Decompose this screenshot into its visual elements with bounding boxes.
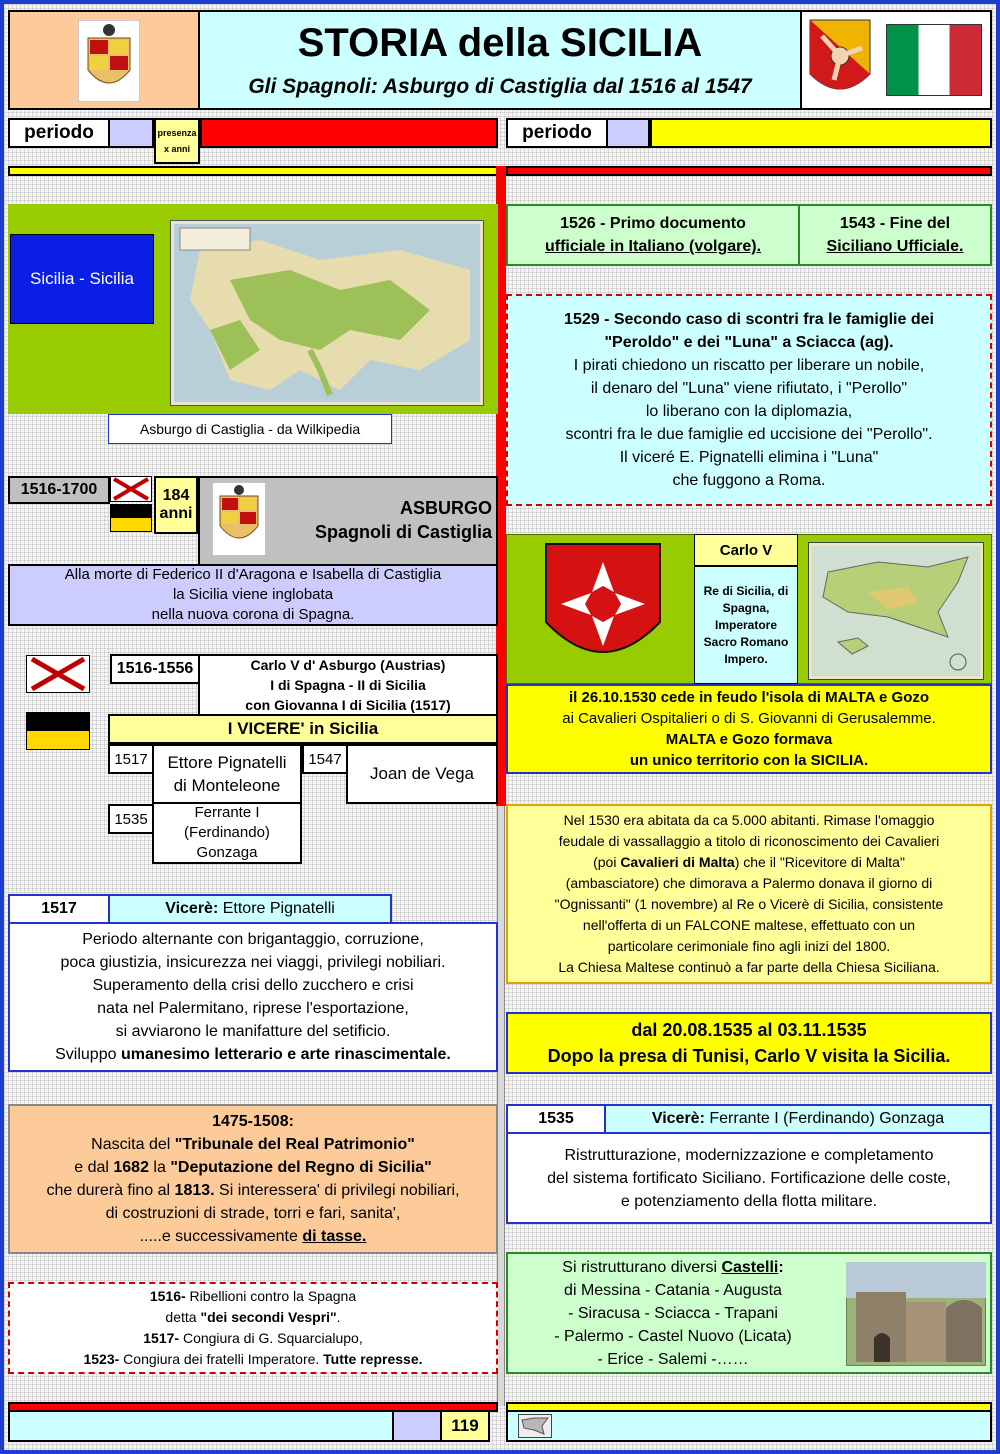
center-divider-lower xyxy=(497,806,505,1406)
castelli-line2: di Messina - Catania - Augusta xyxy=(564,1281,782,1299)
dynasty-years-number: 184 xyxy=(162,487,190,504)
gonzaga-year: 1535 xyxy=(506,1104,606,1134)
tribunale-line4: che durerà fino al 1813. Si interessera' di privilegi nobiliari, xyxy=(46,1182,460,1199)
ruler-box xyxy=(198,654,498,716)
carlo-titles xyxy=(694,566,798,684)
gonzaga-line2: del sistema fortificato Siciliano. Fortificazione delle coste, xyxy=(547,1169,951,1187)
dynasty-desc-line1: Alla morte di Federico II d'Aragona e Isabella di Castiglia xyxy=(64,566,442,583)
carlo-title-line5: Impero. xyxy=(724,651,768,666)
gonzaga-header xyxy=(604,1104,992,1134)
scontri-line4: scontri fra le due famiglie ed uccisione dei "Perollo". xyxy=(565,426,933,443)
tribunale-line3: e dal 1682 la "Deputazione del Regno di Sicilia" xyxy=(74,1159,432,1176)
sicilia-label-box: Sicilia - Sicilia xyxy=(10,234,154,324)
ruler-line3: con Giovanna I di Sicilia (1517) xyxy=(245,697,451,713)
scontri-line2: il denaro del "Luna" viene rifiutato, i "Perollo" xyxy=(590,380,908,397)
ribellioni-line1: 1516- Ribellioni contro la Spagna xyxy=(149,1288,357,1304)
yellow-period-bar xyxy=(650,118,992,148)
gonzaga-line3: e potenziamento della flotta militare. xyxy=(620,1192,878,1210)
malta-line3: MALTA e Gozo formava xyxy=(665,731,833,748)
carlo-name: Carlo V xyxy=(694,534,798,566)
dynasty-name-line1: ASBURGO xyxy=(399,498,492,518)
periodo-right-label: periodo xyxy=(506,118,608,148)
pignatelli-line4: nata nel Palermitano, riprese l'esportazione, xyxy=(97,1000,409,1017)
tribunale-line6: .....e successivamente di tasse. xyxy=(139,1228,367,1245)
malta-info-line5: "Ognissanti" (1 novembre) al Re o Vicerè di Sicilia, consistente xyxy=(554,896,944,912)
viceroy-2-name: Joan de Vega xyxy=(346,744,498,804)
malta-info-line8: La Chiesa Maltese continuò a far parte della Chiesa Siciliana. xyxy=(558,959,940,975)
viceroy-1-name-line1: Ettore Pignatelli xyxy=(167,753,287,772)
doc-1526-box xyxy=(506,204,800,266)
castelli-line4: - Palermo - Castel Nuovo (Licata) xyxy=(554,1327,792,1345)
viceroy-1-name-line2: di Monteleone xyxy=(173,776,281,795)
scontri-line6: che fuggono a Roma. xyxy=(672,472,826,489)
viceroy-1-year: 1517 xyxy=(108,744,154,774)
pignatelli-line6: Sviluppo umanesimo letterario e arte rinascimentale. xyxy=(55,1046,451,1063)
ribellioni-line4: 1523- Congiura dei fratelli Imperatore. Tutte represse. xyxy=(83,1351,423,1367)
red-period-bar xyxy=(200,118,498,148)
viceroys-title: I VICERE' in Sicilia xyxy=(108,714,498,744)
sicily-trinacria-flag-icon xyxy=(808,18,872,102)
scontri-line3: lo liberano con la diplomazia, xyxy=(645,403,853,420)
pignatelli-name: Ettore Pignatelli xyxy=(222,900,335,917)
coat-of-arms-icon xyxy=(78,20,140,102)
presenza-line1: presenza xyxy=(157,128,197,138)
viceroy-2-year: 1547 xyxy=(302,744,348,774)
carlo-title-line2: Spagna, xyxy=(722,600,770,615)
dynasty-period: 1516-1700 xyxy=(8,476,110,504)
burgundy-cross-flag-large-icon xyxy=(26,655,90,693)
sicily-malta-map-image xyxy=(808,542,984,680)
malta-info-line1: Nel 1530 era abitata da ca 5.000 abitanti. Rimase l'omaggio xyxy=(563,812,935,828)
black-yellow-flag-icon xyxy=(110,504,152,532)
carlo-title-line4: Sacro Romano xyxy=(703,634,789,649)
periodo-left-fill xyxy=(110,118,154,148)
scontri-box xyxy=(506,294,992,506)
page-subtitle: Gli Spagnoli: Asburgo di Castiglia dal 1516 al 1547 xyxy=(248,75,752,98)
footer-left-end xyxy=(392,1410,442,1442)
visit-box xyxy=(506,1012,992,1074)
castelli-line1: Si ristrutturano diversi Castelli: xyxy=(562,1258,784,1276)
tribunale-line2: Nascita del "Tribunale del Real Patrimonio" xyxy=(91,1136,415,1153)
viceroy-3-name-line2: (Ferdinando) xyxy=(184,824,270,841)
burgundy-cross-flag-icon xyxy=(110,476,152,502)
gonzaga-text xyxy=(506,1132,992,1224)
malta-info-line3: (poi Cavalieri di Malta) che il "Ricevitore di Malta" xyxy=(593,854,905,870)
footer-right-bar xyxy=(506,1410,992,1442)
header-left-panel xyxy=(8,10,200,110)
europe-map-image xyxy=(170,220,484,406)
gonzaga-name: Ferrante I (Ferdinando) Gonzaga xyxy=(709,1110,945,1127)
carlo-title-line3: Imperatore xyxy=(714,617,778,632)
end-1543-line2: Siciliano Ufficiale. xyxy=(826,238,964,255)
scontri-line5: Il viceré E. Pignatelli elimina i "Luna" xyxy=(619,449,879,466)
doc-1526-line1: 1526 - Primo documento xyxy=(560,215,746,232)
pignatelli-label: Vicerè: xyxy=(165,900,219,917)
dynasty-name-line2: Spagnoli di Castiglia xyxy=(314,522,492,542)
dynasty-description xyxy=(8,564,498,626)
left-top-strip xyxy=(8,166,498,176)
header-title-panel xyxy=(198,10,802,110)
viceroy-3-name-line1: Ferrante I xyxy=(194,804,260,821)
dynasty-years-unit: anni xyxy=(159,505,193,522)
ribellioni-box xyxy=(8,1282,498,1374)
black-yellow-flag-large-icon xyxy=(26,712,90,750)
header-right-panel xyxy=(800,10,992,110)
scontri-bold1: 1529 - Secondo caso di scontri fra le famiglie dei xyxy=(564,311,934,328)
castle-photo-image xyxy=(846,1262,986,1366)
pignatelli-year: 1517 xyxy=(8,894,110,924)
doc-1526-line2: ufficiale in Italiano (volgare). xyxy=(544,238,762,255)
malta-info-line2: feudale di vassallaggio a titolo di riconoscimento dei Cavalieri xyxy=(558,833,940,849)
carlo-title-line1: Re di Sicilia, di xyxy=(703,583,789,598)
viceroy-3-name-line3: Gonzaga xyxy=(196,844,258,861)
malta-info-box xyxy=(506,804,992,984)
pignatelli-text xyxy=(8,922,498,1072)
dynasty-desc-line2: la Sicilia viene inglobata xyxy=(172,586,334,603)
ribellioni-line2: detta "dei secondi Vespri". xyxy=(165,1309,341,1325)
pignatelli-line1: Periodo alternante con brigantaggio, corruzione, xyxy=(82,931,424,948)
ruler-line1: Carlo V d' Asburgo (Austrias) xyxy=(250,657,446,673)
dynasty-name-box xyxy=(198,476,498,566)
malta-line2: ai Cavalieri Ospitalieri o di S. Giovanni di Gerusalemme. xyxy=(562,710,936,727)
ruler-line2: I di Spagna - II di Sicilia xyxy=(270,677,426,693)
dynasty-desc-line3: nella nuova corona di Spagna. xyxy=(151,606,355,623)
ruler-period: 1516-1556 xyxy=(110,654,200,684)
periodo-left-label: periodo xyxy=(8,118,110,148)
castelli-line5: - Erice - Salemi -…… xyxy=(597,1350,749,1368)
sicily-map-thumbnail-icon xyxy=(518,1414,552,1438)
periodo-right-fill xyxy=(608,118,650,148)
ribellioni-line3: 1517- Congiura di G. Squarcialupo, xyxy=(143,1330,363,1346)
castelli-box xyxy=(506,1252,992,1374)
tribunale-box xyxy=(8,1104,498,1254)
malta-info-line4: (ambasciatore) che dimorava a Palermo donava il giorno di xyxy=(565,875,933,891)
right-top-strip xyxy=(506,166,992,176)
visit-line2: Dopo la presa di Tunisi, Carlo V visita la Sicilia. xyxy=(547,1046,951,1066)
scontri-bold2: "Peroldo" e dei "Luna" a Sciacca (ag). xyxy=(604,334,894,351)
tribunale-heading: 1475-1508: xyxy=(212,1113,294,1130)
map-caption: Asburgo di Castiglia - da Wilkipedia xyxy=(108,414,392,444)
malta-info-line6: nell'offerta di un FALCONE maltese, effettuato con un xyxy=(582,917,916,933)
malta-box xyxy=(506,684,992,774)
footer-left-bar xyxy=(8,1410,394,1442)
viceroy-3-year: 1535 xyxy=(108,804,154,834)
malta-info-line7: particolare cerimoniale fino agli inizi del 1800. xyxy=(607,938,891,954)
gonzaga-label: Vicerè: xyxy=(651,1110,705,1127)
malta-line4: un unico territorio con la SICILIA. xyxy=(629,752,869,769)
pignatelli-line2: poca giustizia, insicurezza nei viaggi, privilegi nobiliari. xyxy=(60,954,446,971)
pignatelli-line5: si avviarono le manifatture del setificio. xyxy=(115,1023,391,1040)
end-1543-line1: 1543 - Fine del xyxy=(839,215,951,232)
page-title: STORIA della SICILIA xyxy=(297,20,703,65)
viceroy-3-name xyxy=(152,802,302,864)
visit-line1: dal 20.08.1535 al 03.11.1535 xyxy=(631,1020,867,1040)
malta-line1: il 26.10.1530 cede in feudo l'isola di MALTA e Gozo xyxy=(568,689,930,706)
castelli-line3: - Siracusa - Sciacca - Trapani xyxy=(568,1304,778,1322)
castelli-text xyxy=(508,1254,838,1372)
maltese-cross-shield-icon xyxy=(544,542,662,676)
presenza-box xyxy=(154,118,200,164)
pignatelli-header xyxy=(108,894,392,924)
tribunale-line5: di costruzioni di strade, torri e fari, sanita', xyxy=(105,1205,401,1222)
pignatelli-line3: Superamento della crisi dello zucchero e crisi xyxy=(92,977,414,994)
viceroy-1-name xyxy=(152,744,302,804)
presenza-line2: x anni xyxy=(163,144,190,154)
scontri-line1: I pirati chiedono un riscatto per liberare un nobile, xyxy=(573,357,925,374)
habsburg-arms-icon xyxy=(212,482,266,556)
end-1543-box xyxy=(798,204,992,266)
page-number: 119 xyxy=(440,1410,490,1442)
gonzaga-line1: Ristrutturazione, modernizzazione e completamento xyxy=(564,1146,934,1164)
dynasty-years xyxy=(154,476,198,534)
italy-flag-icon xyxy=(886,24,982,96)
